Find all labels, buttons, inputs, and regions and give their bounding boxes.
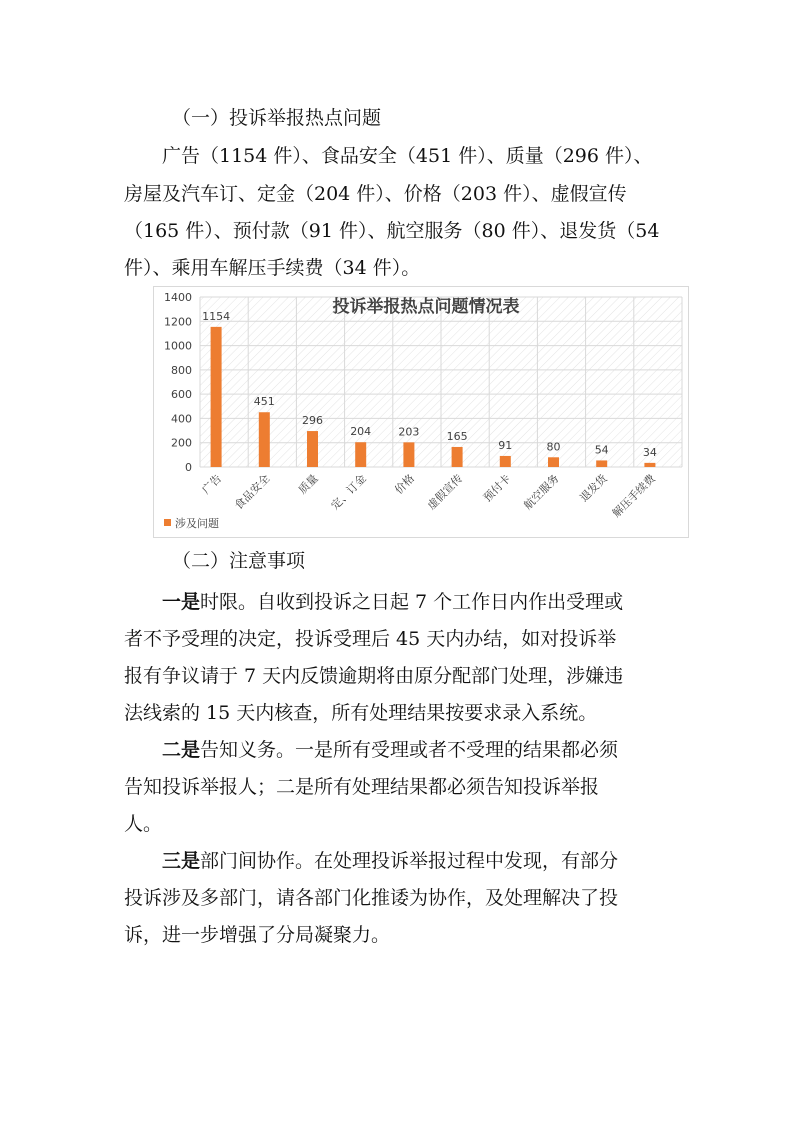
legend-swatch xyxy=(164,519,171,526)
category-label: 退发货 xyxy=(577,471,610,505)
para3-text: 部门间协作。在处理投诉举报过程中发现，有部分 xyxy=(200,850,619,872)
data-label: 54 xyxy=(594,443,609,457)
y-tick-label: 1200 xyxy=(164,315,192,329)
bar xyxy=(403,442,414,467)
para3-line-2: 投诉涉及多部门，请各部门化推诿为协作，及处理解决了投 xyxy=(124,887,619,909)
category-label: 食品安全 xyxy=(232,471,273,513)
category-label: 广告 xyxy=(199,471,225,497)
para3-lead: 三是 xyxy=(162,850,201,872)
chart-svg xyxy=(154,287,688,537)
section1-line-4: 件）、乘用车解压手续费（34 件）。 xyxy=(124,257,421,279)
bar xyxy=(452,447,463,467)
data-label: 165 xyxy=(446,429,468,443)
bar xyxy=(644,463,655,467)
y-tick-label: 200 xyxy=(171,436,192,450)
category-label: 质量 xyxy=(295,471,321,497)
bar xyxy=(355,442,366,467)
y-tick-label: 400 xyxy=(171,412,192,426)
section1-line-3: （165 件）、预付款（91 件）、航空服务（80 件）、退发货（54 xyxy=(124,220,660,242)
para2-line-2: 告知投诉举报人；二是所有处理结果都必须告知投诉举报 xyxy=(124,776,600,798)
bar xyxy=(500,456,511,467)
para1-line-2: 者不予受理的决定，投诉受理后 45 天内办结，如对投诉举 xyxy=(124,628,617,650)
category-label: 预付卡 xyxy=(480,471,514,505)
para2-text: 告知义务。一是所有受理或者不受理的结果都必须 xyxy=(200,739,619,761)
category-label: 解压手续费 xyxy=(609,471,659,521)
para3-line-3: 诉，进一步增强了分局凝聚力。 xyxy=(124,924,391,946)
y-tick-label: 800 xyxy=(171,363,192,377)
para3-line-1 xyxy=(162,849,618,873)
bar xyxy=(596,460,607,467)
para1-line-4: 法线索的 15 天内核查，所有处理结果按要求录入系统。 xyxy=(124,702,598,724)
data-label: 203 xyxy=(398,425,420,439)
data-label: 80 xyxy=(546,440,561,454)
category-label: 价格 xyxy=(392,471,418,497)
y-tick-label: 0 xyxy=(185,461,192,474)
category-label: 虚假宣传 xyxy=(424,471,466,513)
para2-line-3: 人。 xyxy=(124,813,163,835)
data-label: 1154 xyxy=(202,309,231,323)
bar xyxy=(307,431,318,467)
para1-text: 时限。自收到投诉之日起 7 个工作日内作出受理或 xyxy=(200,591,624,613)
bar xyxy=(211,327,222,467)
category-label: 定、订金 xyxy=(328,471,369,513)
data-label: 91 xyxy=(498,438,513,452)
para1-line-1 xyxy=(162,590,623,614)
para2-lead: 二是 xyxy=(162,739,201,761)
para1-lead: 一是 xyxy=(162,591,201,613)
section1-line-1: 广告（1154 件）、食品安全（451 件）、质量（296 件）、 xyxy=(162,145,653,167)
chart-title: 投诉举报热点问题情况表 xyxy=(332,297,520,317)
data-label: 451 xyxy=(253,395,275,409)
y-tick-label: 1400 xyxy=(164,291,192,304)
para1-line-3: 报有争议请于 7 天内反馈逾期将由原分配部门处理，涉嫌违 xyxy=(124,665,624,687)
legend-label: 涉及问题 xyxy=(175,517,219,530)
section2-heading: （二）注意事项 xyxy=(172,550,306,572)
bar xyxy=(259,412,270,467)
complaint-hotspot-chart xyxy=(153,286,689,538)
data-label: 204 xyxy=(350,425,372,439)
section1-heading: （一）投诉举报热点问题 xyxy=(172,107,382,129)
y-tick-label: 600 xyxy=(171,388,192,402)
data-label: 296 xyxy=(302,414,323,428)
category-label: 航空服务 xyxy=(521,471,562,513)
section1-line-2: 房屋及汽车订、定金（204 件）、价格（203 件）、虚假宣传 xyxy=(124,183,627,205)
para2-line-1 xyxy=(162,738,618,762)
y-tick-label: 1000 xyxy=(164,339,192,353)
bar xyxy=(548,457,559,467)
data-label: 34 xyxy=(642,445,657,459)
